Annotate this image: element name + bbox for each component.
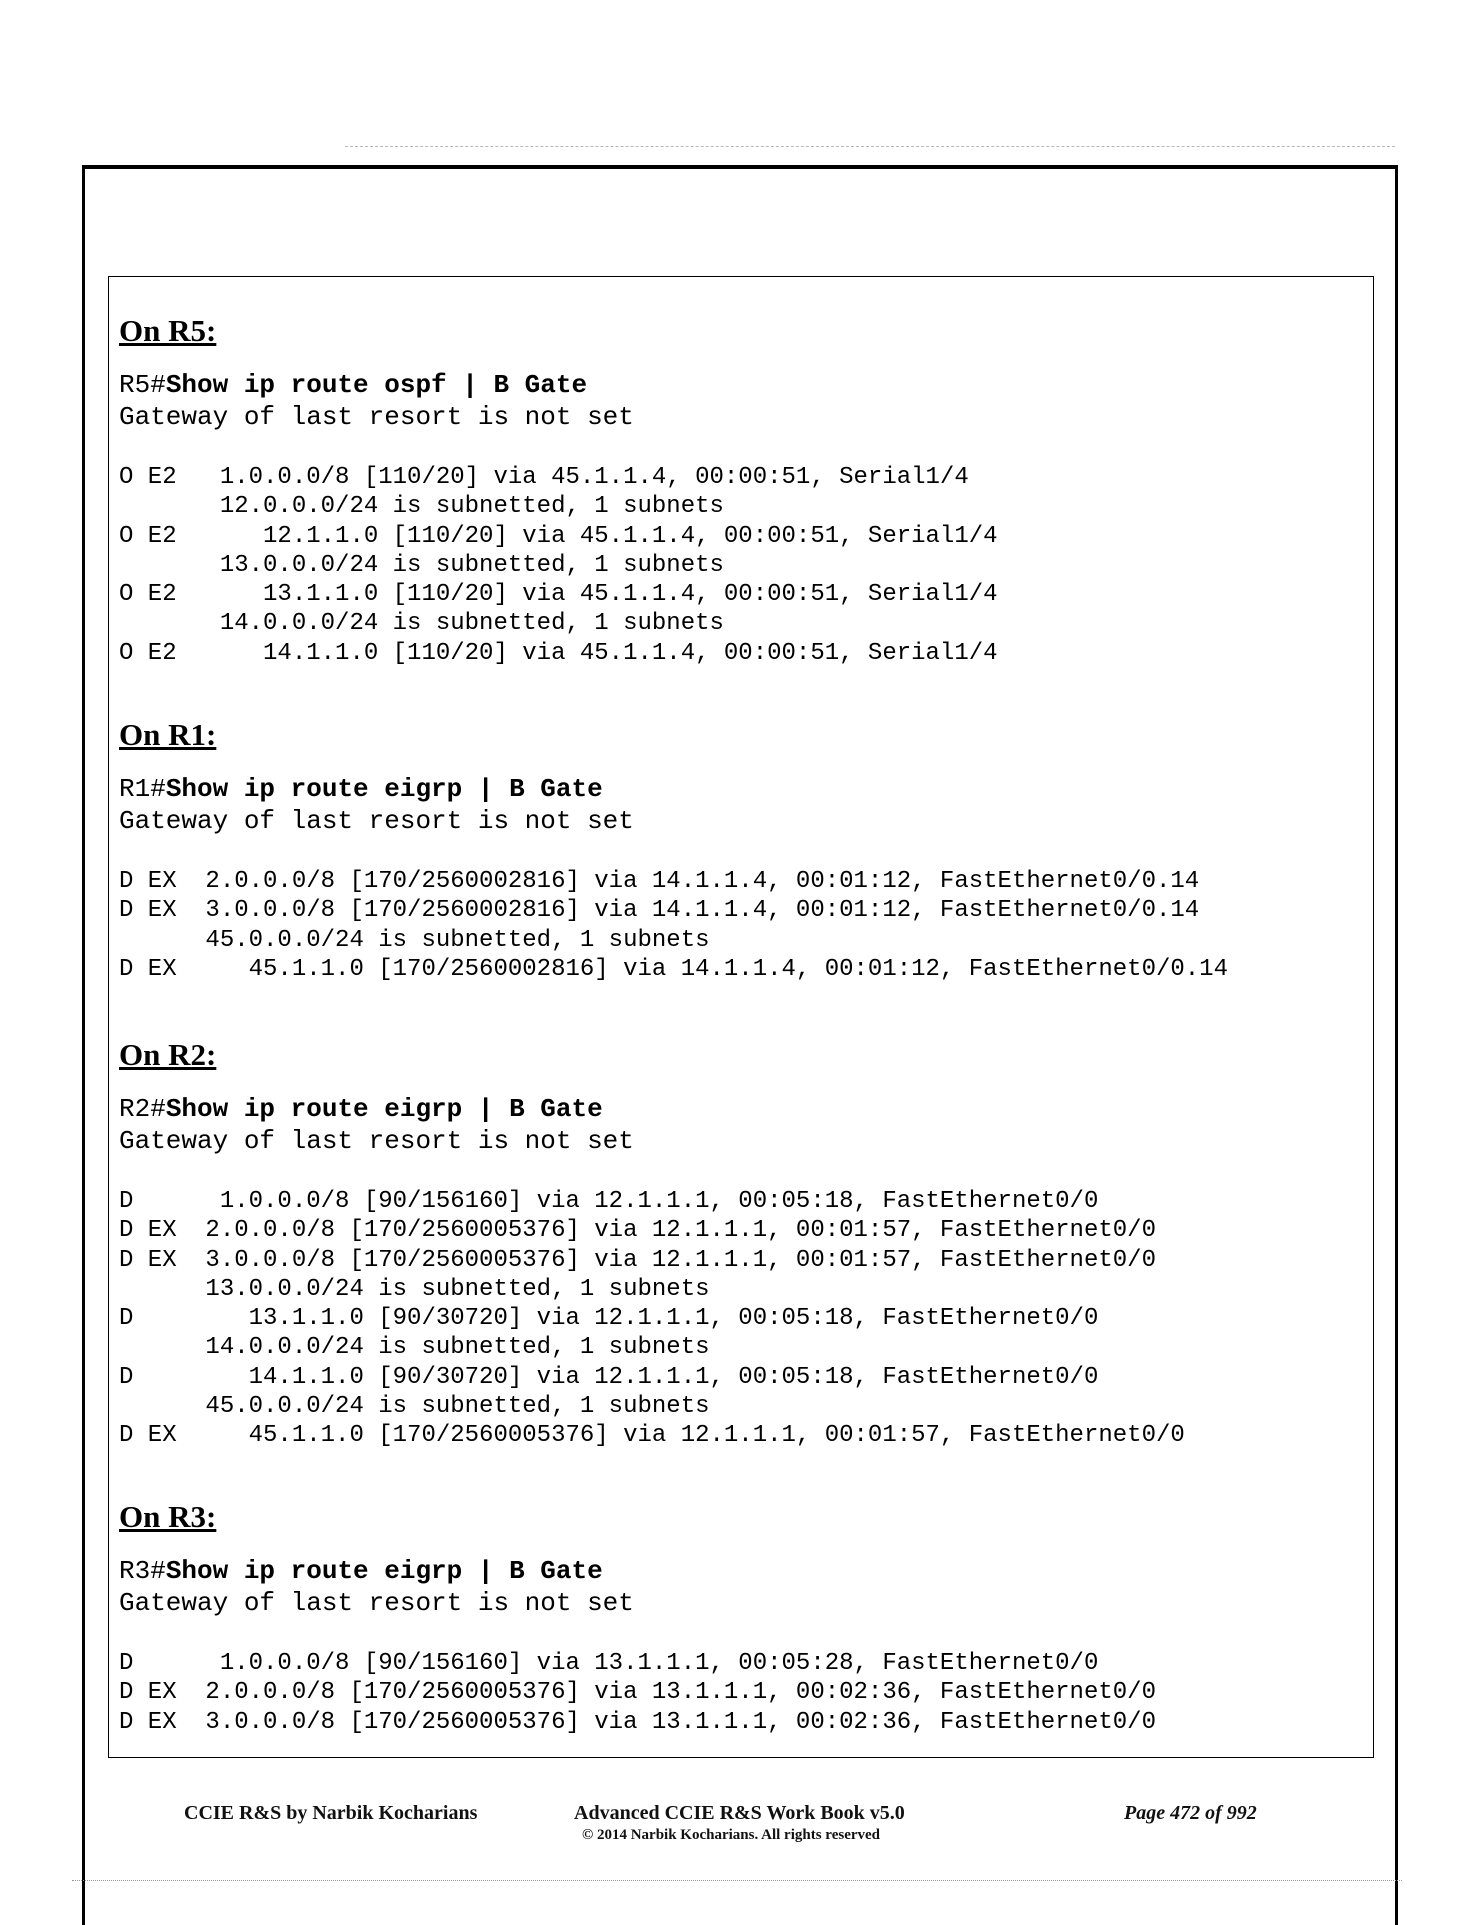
prompt: R3# (119, 1556, 166, 1586)
route-line: D EX 2.0.0.0/8 [170/2560005376] via 13.1.1.1, 00:02:36, FastEthernet0/0 (119, 1679, 1156, 1707)
footer-copyright: © 2014 Narbik Kocharians. All rights reserved (582, 1827, 881, 1843)
prompt: R1# (119, 774, 166, 804)
command-text: Show ip route eigrp | B Gate (165, 1094, 603, 1124)
route-line: D EX 3.0.0.0/8 [170/2560005376] via 13.1.1.1, 00:02:36, FastEthernet0/0 (119, 1708, 1156, 1736)
section-r5 (119, 313, 1369, 668)
route-line: 45.0.0.0/24 is subnetted, 1 subnets (119, 1393, 710, 1421)
section-heading: On R2: (119, 1037, 217, 1072)
gateway-line: Gateway of last resort is not set (119, 1588, 634, 1618)
gateway-line: Gateway of last resort is not set (119, 806, 634, 836)
route-line: D EX 45.1.1.0 [170/2560005376] via 12.1.1.1, 00:01:57, FastEthernet0/0 (119, 1422, 1185, 1450)
route-line: 14.0.0.0/24 is subnetted, 1 subnets (119, 1334, 710, 1362)
content-box (108, 276, 1374, 1758)
command-text: Show ip route ospf | B Gate (165, 370, 588, 400)
section-heading: On R5: (119, 313, 217, 348)
route-line: D EX 45.1.1.0 [170/2560002816] via 14.1.1.4, 00:01:12, FastEthernet0/0.14 (119, 955, 1228, 983)
command-line (119, 773, 1369, 805)
route-line: D 1.0.0.0/8 [90/156160] via 13.1.1.1, 00:05:28, FastEthernet0/0 (119, 1650, 1099, 1677)
route-line: D EX 2.0.0.0/8 [170/2560002816] via 14.1.1.4, 00:01:12, FastEthernet0/0.14 (119, 868, 1200, 895)
command-text: Show ip route eigrp | B Gate (165, 1556, 603, 1586)
route-line: D 14.1.1.0 [90/30720] via 12.1.1.1, 00:05:18, FastEthernet0/0 (119, 1363, 1099, 1391)
section-heading: On R3: (119, 1499, 217, 1534)
gateway-line: Gateway of last resort is not set (119, 1126, 634, 1156)
command-line (119, 1555, 1369, 1587)
route-line: 45.0.0.0/24 is subnetted, 1 subnets (119, 926, 710, 954)
section-r1 (119, 717, 1369, 984)
route-line: D EX 3.0.0.0/8 [170/2560002816] via 14.1.1.4, 00:01:12, FastEthernet0/0.14 (119, 897, 1200, 925)
route-line: O E2 1.0.0.0/8 [110/20] via 45.1.1.4, 00:00:51, Serial1/4 (119, 464, 969, 491)
section-r2 (119, 1037, 1369, 1451)
route-line: 13.0.0.0/24 is subnetted, 1 subnets (119, 1275, 710, 1303)
command-text: Show ip route eigrp | B Gate (165, 774, 603, 804)
command-line (119, 369, 1369, 401)
prompt: R5# (119, 370, 166, 400)
prompt: R2# (119, 1094, 166, 1124)
section-r3 (119, 1499, 1369, 1737)
gateway-line: Gateway of last resort is not set (119, 402, 634, 432)
footer-page-number: Page 472 of 992 (1124, 1802, 1257, 1824)
route-line: 12.0.0.0/24 is subnetted, 1 subnets (119, 493, 724, 521)
route-line: O E2 12.1.1.0 [110/20] via 45.1.1.4, 00:00:51, Serial1/4 (119, 522, 998, 550)
route-line: O E2 14.1.1.0 [110/20] via 45.1.1.4, 00:00:51, Serial1/4 (119, 639, 998, 667)
footer-book-title: Advanced CCIE R&S Work Book v5.0 (574, 1802, 905, 1824)
route-line: D 1.0.0.0/8 [90/156160] via 12.1.1.1, 00:05:18, FastEthernet0/0 (119, 1188, 1099, 1215)
command-line (119, 1093, 1369, 1125)
route-line: D EX 3.0.0.0/8 [170/2560005376] via 12.1.1.1, 00:01:57, FastEthernet0/0 (119, 1246, 1156, 1274)
bottom-rule (72, 1880, 1402, 1881)
footer-book (574, 1802, 974, 1844)
route-line: 14.0.0.0/24 is subnetted, 1 subnets (119, 610, 724, 638)
section-heading: On R1: (119, 717, 217, 752)
route-line: D 13.1.1.0 [90/30720] via 12.1.1.1, 00:05:18, FastEthernet0/0 (119, 1305, 1099, 1333)
route-line: 13.0.0.0/24 is subnetted, 1 subnets (119, 551, 724, 579)
footer-author: CCIE R&S by Narbik Kocharians (184, 1802, 478, 1824)
route-line: O E2 13.1.1.0 [110/20] via 45.1.1.4, 00:00:51, Serial1/4 (119, 581, 998, 609)
route-line: D EX 2.0.0.0/8 [170/2560005376] via 12.1.1.1, 00:01:57, FastEthernet0/0 (119, 1217, 1156, 1245)
top-rule (345, 146, 1395, 147)
